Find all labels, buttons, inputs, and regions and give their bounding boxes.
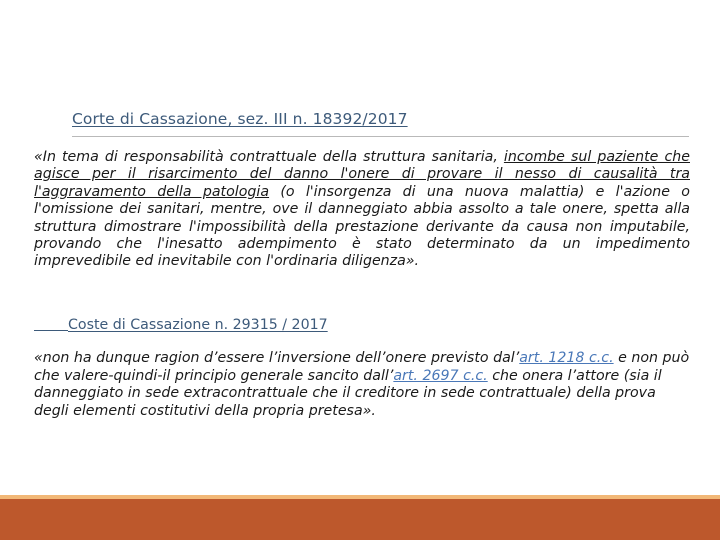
footer-bar: [0, 499, 720, 540]
ruling-quote-18392: [34, 149, 690, 271]
quote-text-intro: «In tema di responsabilità contrattuale della struttura sanitaria,: [34, 149, 504, 165]
link-art-1218[interactable]: art. 1218 c.c.: [519, 350, 614, 366]
quote2-text-intro: «non ha dunque ragion d’essere l’inversione dell’onere previsto dal’: [34, 350, 520, 366]
link-art-2697[interactable]: art. 2697 c.c.: [393, 367, 488, 384]
heading-divider: [72, 136, 689, 137]
quote-text-rest: (o l'insorgenza di una nuova malattia) e l'azione o l'omissione dei sanitari, mentre, ove il danneggiato abbia assolto a tale onere, spetta alla struttura dimostrare l'impossibilità della prestazione derivante da causa non imputabile, provando che l'inesatto adempimento è stato determinato da un impedimento imprevedibile ed inevitabile con l'ordinaria diligenza».: [34, 183, 690, 270]
ruling-heading-29315-text: Coste di Cassazione n. 29315 / 2017: [68, 317, 328, 333]
quote2-text-end: che onera l’attore (sia il danneggiato in sede extracontrattuale che il creditore in sede contrattuale) della prova degli elementi costitutivi della propria pretesa».: [34, 367, 662, 419]
heading-underline-lead: [34, 316, 68, 331]
quote-text-underlined: incombe sul paziente che agisce per il risarcimento del danno l'onere di provare il nesso di causalità tra l'aggravamento della patologia: [34, 149, 690, 200]
quote2-text-middle: e non può che valere-quindi-il principio generale sancito dall’: [34, 350, 690, 384]
ruling-heading-29315: [34, 316, 328, 333]
ruling-quote-29315: [34, 350, 694, 420]
ruling-heading-18392: Corte di Cassazione, sez. III n. 18392/2017: [72, 110, 408, 128]
